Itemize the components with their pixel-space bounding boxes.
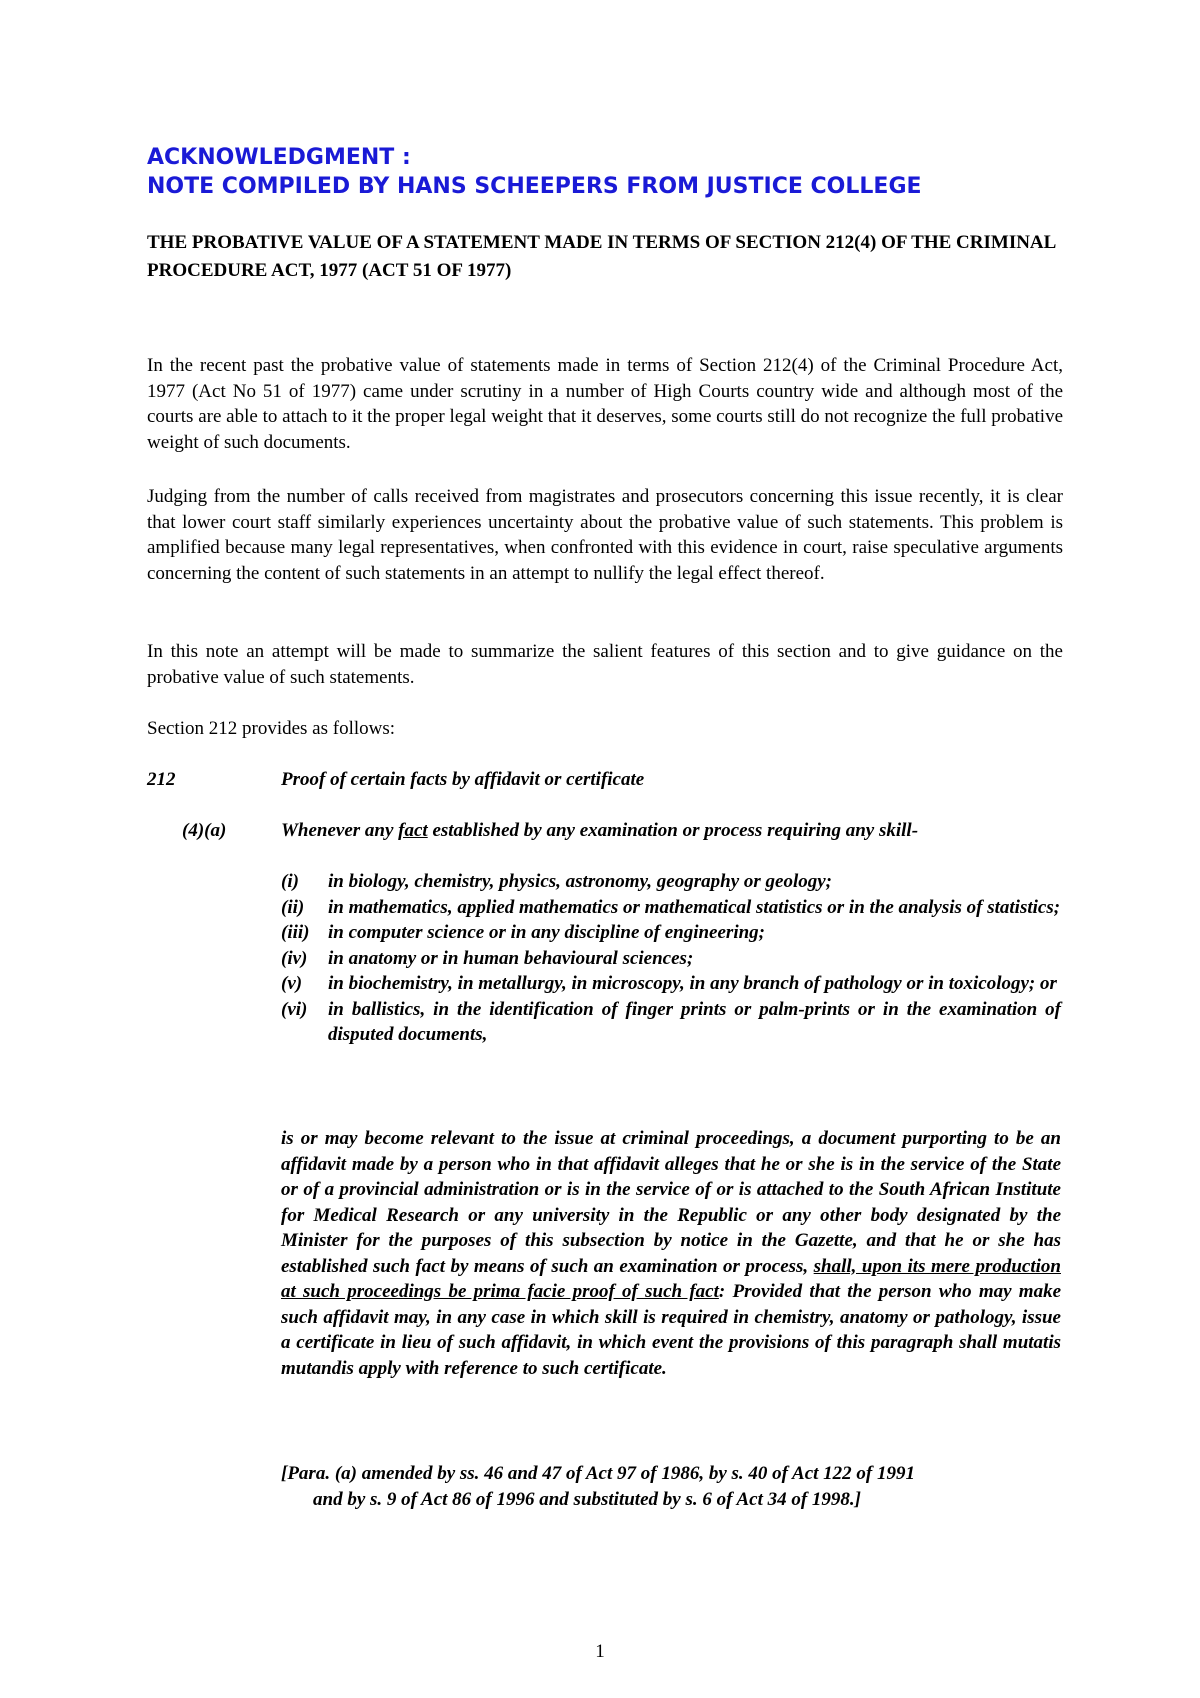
amendment-note — [281, 1461, 1061, 1512]
list-item — [281, 997, 1061, 1048]
list-item — [281, 869, 1061, 895]
amendment-line: and by s. 9 of Act 86 of 1996 and substituted by s. 6 of Act 34 of 1998.] — [313, 1488, 862, 1510]
amendment-line: [Para. (a) amended by ss. 46 and 47 of Act 97 of 1986, by s. 40 of Act 122 of 1991 — [281, 1463, 915, 1484]
paragraph-judging: Judging from the number of calls received from magistrates and prosecutors concerning this issue recently, it is clear that lower court staff similarly experiences uncertainty about the probative value of such statements. This problem is amplified because many legal representatives, when confronted with this evidence in court, raise speculative arguments concerning the content of such statements in an attempt to nullify the legal effect thereof. — [147, 486, 1063, 584]
subsection-intro-before: Whenever any — [281, 820, 399, 841]
section-heading: Proof of certain facts by affidavit or certificate — [281, 769, 645, 790]
list-item-text: in anatomy or in human behavioural sciences; — [328, 947, 694, 969]
list-item-number: (ii) — [281, 896, 305, 918]
clause-text-before: is or may become relevant to the issue at criminal proceedings, a document purporting to be an affidavit made by a person who in that affidavit alleges that he or she is in the service of the State or of a provincial administration or is in the service of or is attached to the South African Institute for Medical Research or any university in the Republic or any other body designated by the Minister for the purposes of this subsection by notice in the Gazette, and that he or she has established such fact by means of such an examination or process, — [281, 1128, 1061, 1277]
list-item-text: in ballistics, in the identification of finger prints or palm-prints or in the examination of disputed documents, — [328, 998, 1061, 1045]
section-number: 212 — [147, 769, 176, 790]
subsection-number: (4)(a) — [182, 820, 227, 841]
list-item-number: (v) — [281, 973, 303, 994]
list-item — [281, 895, 1061, 921]
document-title: THE PROBATIVE VALUE OF A STATEMENT MADE IN TERMS OF SECTION 212(4) OF THE CRIMINAL PROCEDURE ACT, 1977 (ACT 51 OF 1977) — [147, 232, 1056, 281]
list-item-number: (iii) — [281, 922, 310, 943]
page-number: 1 — [595, 1641, 605, 1662]
list-item-text: in computer science or in any discipline of engineering; — [328, 922, 765, 943]
paragraph-purpose: In this note an attempt will be made to summarize the salient features of this section and to give guidance on the probative value of such statements. — [147, 641, 1063, 688]
compiler-line: NOTE COMPILED BY HANS SCHEEPERS FROM JUSTICE COLLEGE — [147, 174, 922, 199]
skill-list — [281, 869, 1061, 1048]
subsection-intro-after: established by any examination or process requiring any skill- — [427, 820, 919, 841]
subsection-intro — [281, 818, 918, 844]
subsection-intro-fact: fact — [398, 820, 428, 841]
clause-text-after: : Provided that the person who may make such affidavit may, in any case in which skill is required in chemistry, anatomy or pathology, issue a certificate in lieu of such affidavit, in which event the provisions of this paragraph shall mutatis mutandis apply with reference to such certificate. — [281, 1281, 1062, 1379]
list-item — [281, 971, 1061, 997]
list-item-text: in biology, chemistry, physics, astronomy, geography or geology; — [328, 871, 833, 892]
list-item-text: in biochemistry, in metallurgy, in microscopy, in any branch of pathology or in toxicology; or — [328, 973, 1057, 994]
acknowledgment-line: ACKNOWLEDGMENT : — [147, 145, 411, 170]
acknowledgment-heading — [147, 143, 922, 201]
list-item-number: (i) — [281, 871, 299, 892]
list-item-text: in mathematics, applied mathematics or mathematical statistics or in the analysis of statistics; — [328, 896, 1061, 918]
paragraph-section-lead: Section 212 provides as follows: — [147, 718, 396, 739]
clause-text-underlined: shall, upon its mere production at such proceedings be prima facie proof of such fact — [281, 1255, 1061, 1302]
section-clause — [281, 1126, 1061, 1381]
list-item — [281, 946, 1061, 972]
list-item-number: (iv) — [281, 947, 308, 969]
list-item-number: (vi) — [281, 998, 308, 1020]
paragraph-intro: In the recent past the probative value of statements made in terms of Section 212(4) of the Criminal Procedure Act, 1977 (Act No 51 of 1977) came under scrutiny in a number of High Courts country wide and although most of the courts are able to attach to it the proper legal weight that it deserves, some courts still do not recognize the full probative weight of such documents. — [147, 355, 1063, 453]
list-item — [281, 920, 1061, 946]
